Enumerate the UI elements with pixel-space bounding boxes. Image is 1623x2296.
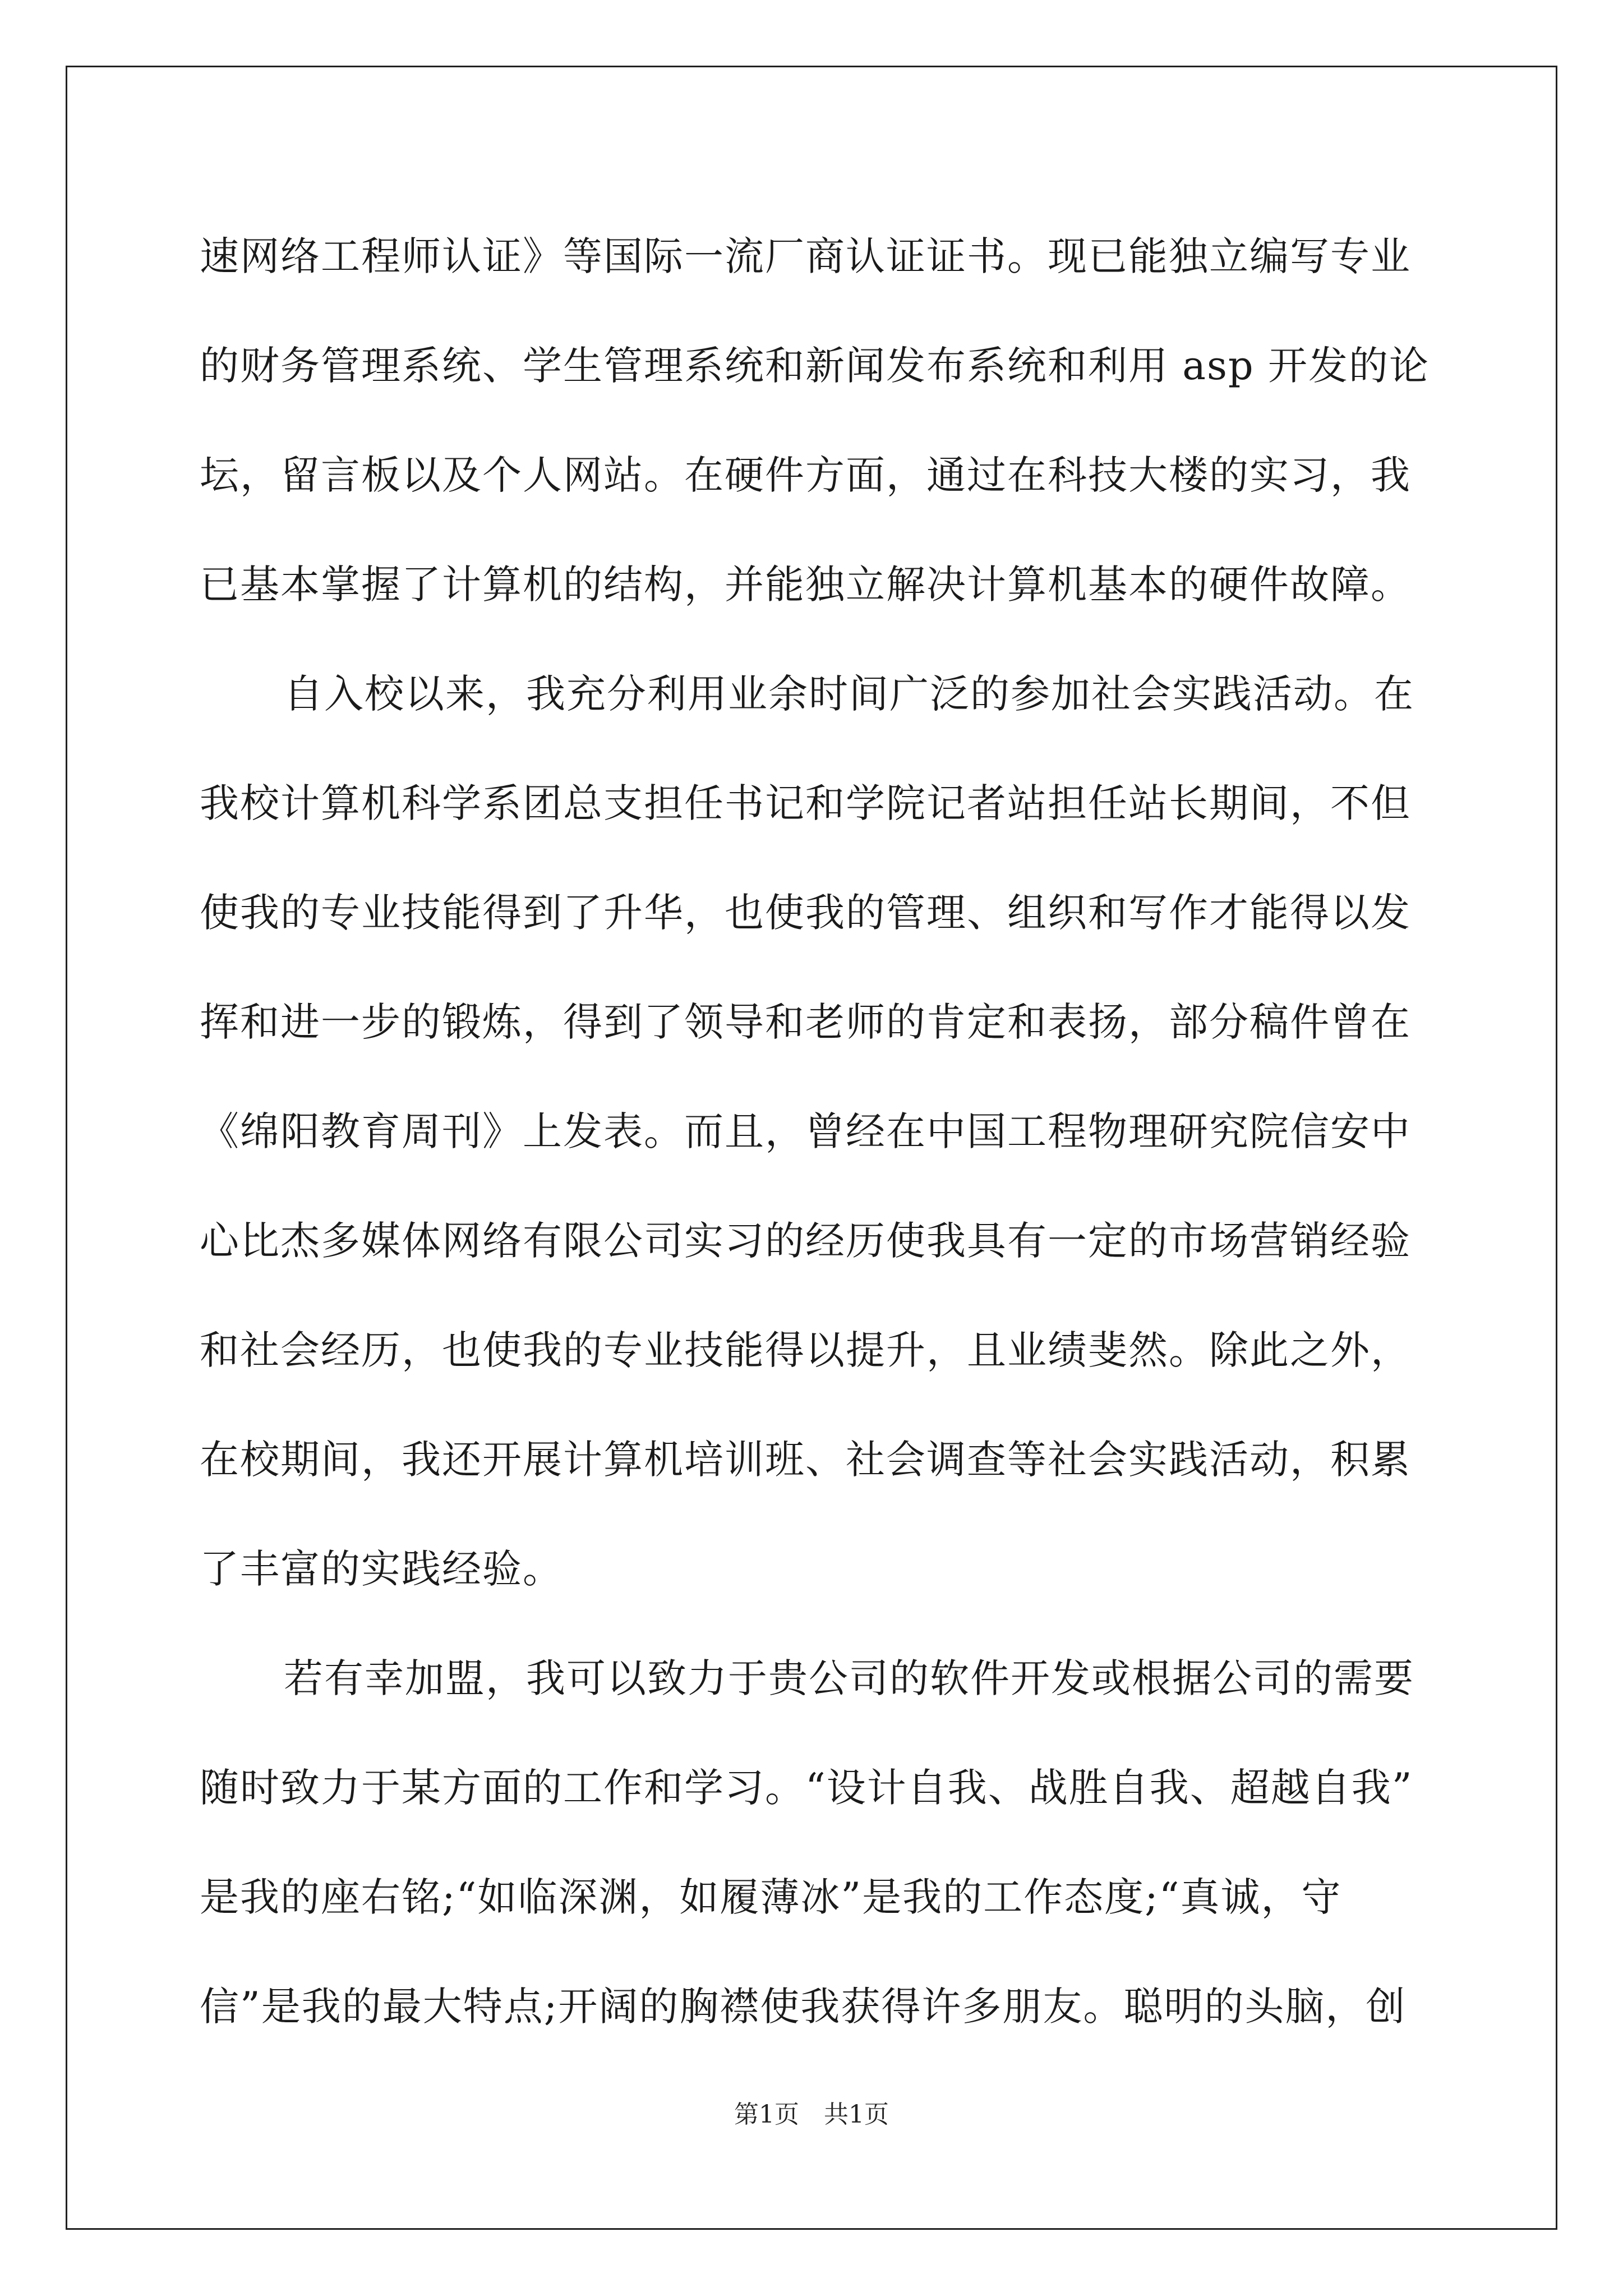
text-line: 速网络工程师认证》等国际一流厂商认证证书。现已能独立编写专业 [200,233,1411,279]
text-line: 和社会经历，也使我的专业技能得以提升，且业绩斐然。除此之外， [200,1327,1411,1373]
text-line: 信”是我的最大特点;开阔的胸襟使我获得许多朋友。聪明的头脑，创 [200,1984,1407,2030]
text-line: 自入校以来，我充分利用业余时间广泛的参加社会实践活动。在 [284,671,1414,717]
text-line: 在校期间，我还开展计算机培训班、社会调查等社会实践活动，积累 [200,1437,1411,1483]
text-line: 使我的专业技能得到了升华，也使我的管理、组织和写作才能得以发 [200,890,1411,936]
page-number: 第1页 共1页 [734,2100,889,2129]
text-line: 心比杰多媒体网络有限公司实习的经历使我具有一定的市场营销经验 [200,1218,1411,1264]
text-line: 随时致力于某方面的工作和学习。“设计自我、战胜自我、超越自我” [200,1765,1413,1811]
text-line: 《绵阳教育周刊》上发表。而且，曾经在中国工程物理研究院信安中 [200,1108,1411,1154]
text-line: 坛，留言板以及个人网站。在硬件方面，通过在科技大楼的实习，我 [200,452,1411,498]
text-line: 是我的座右铭;“如临深渊，如履薄冰”是我的工作态度;“真诚，守 [200,1874,1342,1920]
text-line: 的财务管理系统、学生管理系统和新闻发布系统和利用 asp 开发的论 [200,343,1430,389]
text-line: 了丰富的实践经验。 [200,1546,563,1592]
text-line: 已基本掌握了计算机的结构，并能独立解决计算机基本的硬件故障。 [200,562,1411,608]
text-line: 挥和进一步的锻炼，得到了领导和老师的肯定和表扬，部分稿件曾在 [200,999,1411,1045]
text-line: 若有幸加盟，我可以致力于贵公司的软件开发或根据公司的需要 [284,1655,1414,1701]
document-body [200,202,1428,2062]
text-line: 我校计算机科学系团总支担任书记和学院记者站担任站长期间，不但 [200,780,1411,826]
page-footer [0,2098,1623,2132]
